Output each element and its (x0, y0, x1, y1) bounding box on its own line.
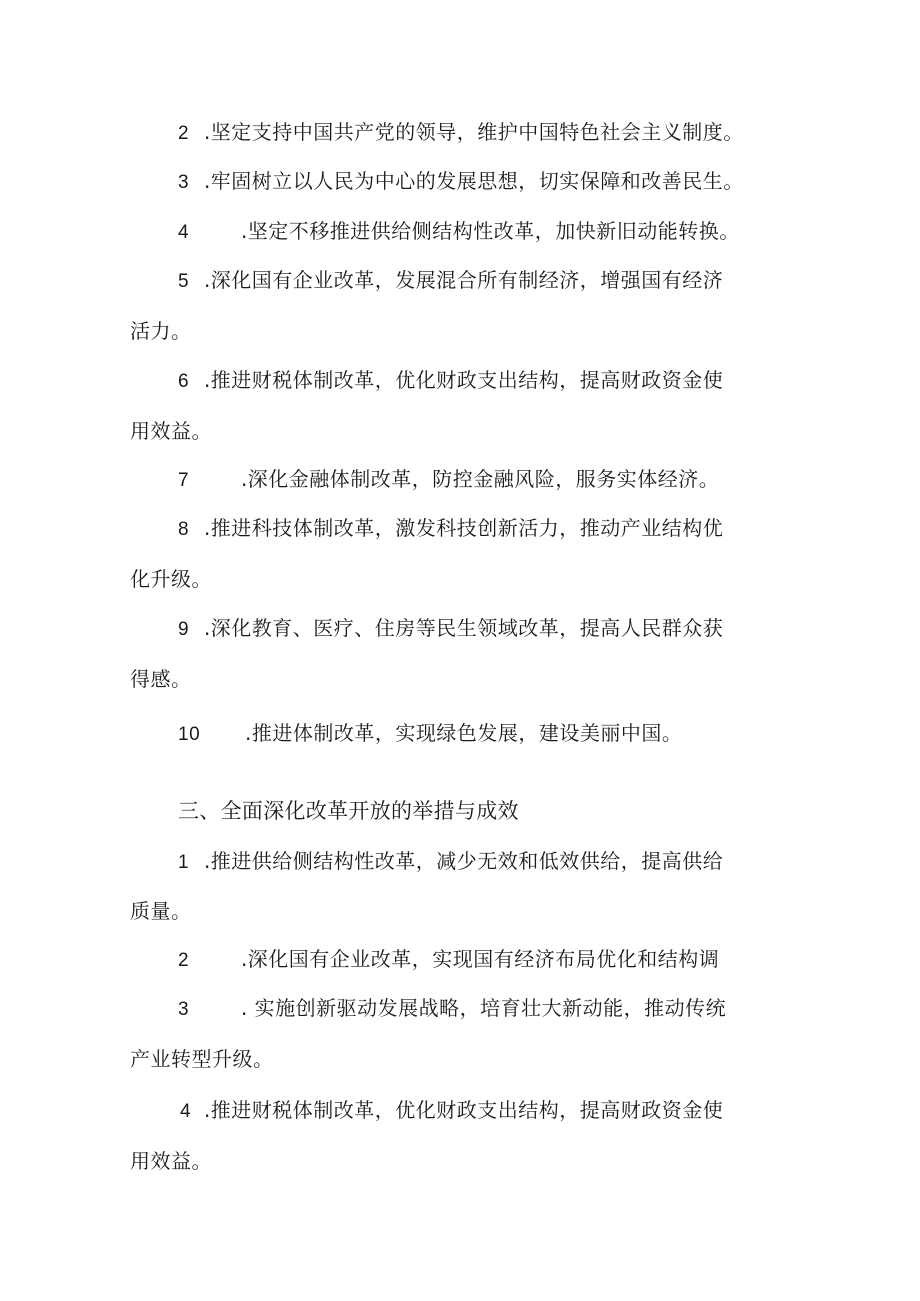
list-item-continuation: 化升级。 (130, 567, 212, 591)
item-number: 9 (178, 619, 190, 640)
list-item (178, 119, 858, 147)
item-text: .深化国有企业改革，实现国有经济布局优化和结构调 (240, 947, 720, 971)
item-text: .推进供给侧结构性改革，减少无效和低效供给，提高供给 (203, 849, 724, 873)
item-text: .深化金融体制改革，防控金融风险，服务实体经济。 (240, 467, 720, 491)
item-text: .深化教育、医疗、住房等民生领域改革，提高人民群众获 (203, 616, 724, 640)
item-number: 1 (178, 852, 190, 873)
item-number: 7 (178, 470, 190, 491)
list-item (178, 367, 858, 395)
list-item-continuation: 活力。 (130, 319, 192, 343)
list-item-continuation: 用效益。 (130, 419, 212, 443)
list-item (178, 267, 858, 295)
item-text: .坚定支持中国共产党的领导，维护中国特色社会主义制度。 (203, 120, 744, 144)
list-item-continuation: 质量。 (130, 899, 192, 923)
item-number: 3 (178, 172, 190, 193)
item-text: . 实施创新驱动发展战略，培育壮大新动能，推动传统 (240, 996, 727, 1020)
list-item (178, 466, 858, 494)
list-item (178, 946, 858, 974)
item-number: 5 (178, 271, 190, 292)
list-item (180, 1097, 860, 1125)
item-number: 8 (178, 519, 190, 540)
item-text: .牢固树立以人民为中心的发展思想，切实保障和改善民生。 (203, 169, 744, 193)
list-item-continuation: 产业转型升级。 (130, 1047, 274, 1071)
list-item (178, 615, 858, 643)
section-heading: 三、全面深化改革开放的举措与成效 (178, 799, 519, 823)
item-text: .推进财税体制改革，优化财政支出结构，提高财政资金使 (203, 368, 724, 392)
item-text: .推进财税体制改革，优化财政支出结构，提高财政资金使 (203, 1098, 724, 1122)
item-number: 10 (178, 724, 201, 745)
list-item-continuation: 用效益。 (130, 1149, 212, 1173)
list-item-continuation: 得感。 (130, 667, 192, 691)
item-number: 4 (178, 222, 190, 243)
item-text: .推进体制改革，实现绿色发展，建设美丽中国。 (245, 721, 683, 745)
item-number: 4 (180, 1101, 192, 1122)
item-number: 3 (178, 999, 190, 1020)
item-text: .推进科技体制改革，激发科技创新活力，推动产业结构优 (203, 516, 724, 540)
item-number: 2 (178, 950, 190, 971)
list-item (178, 995, 858, 1023)
list-item (178, 848, 858, 876)
list-item (178, 168, 858, 196)
list-item (178, 515, 858, 543)
item-text: .深化国有企业改革，发展混合所有制经济，增强国有经济 (203, 268, 724, 292)
item-number: 2 (178, 123, 190, 144)
list-item (178, 218, 858, 246)
item-number: 6 (178, 371, 190, 392)
list-item (178, 720, 858, 748)
item-text: .坚定不移推进供给侧结构性改革，加快新旧动能转换。 (240, 219, 740, 243)
